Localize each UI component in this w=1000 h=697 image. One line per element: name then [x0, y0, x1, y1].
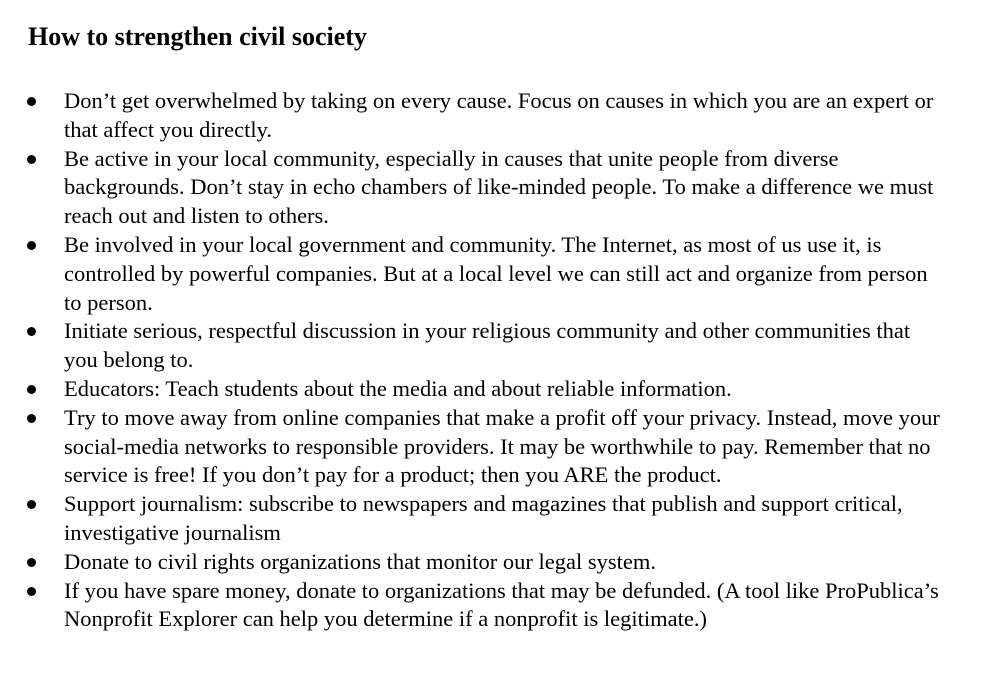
list-item-text: Support journalism: subscribe to newspapers and magazines that publish and support critical, investigative journalism: [64, 491, 903, 545]
list-item: [0, 404, 1000, 490]
bullet-icon: [27, 500, 36, 509]
list-item-text: Be active in your local community, especially in causes that unite people from diverse backgrounds. Don’t stay in echo chambers of like-minded people. To make a difference we must reach out and listen to others.: [64, 145, 934, 229]
list-item: [0, 548, 1000, 577]
list-item-text: Try to move away from online companies that make a profit off your privacy. Instead, move your social-media networks to responsible providers. It may be worthwhile to pay. Remember that no service is free! If you don’t pay for a product; then you ARE the product.: [64, 404, 940, 488]
bullet-list: [0, 87, 1000, 634]
list-item-text: If you have spare money, donate to organizations that may be defunded. (A tool like ProPublica’s Nonprofit Explorer can help you determine if a nonprofit is legitimate.): [64, 577, 939, 632]
list-item: [0, 375, 1000, 404]
list-item: [0, 231, 1000, 317]
bullet-icon: [27, 155, 36, 164]
list-item-text: Educators: Teach students about the media and about reliable information.: [64, 375, 732, 401]
bullet-icon: [27, 587, 36, 596]
list-item: [0, 145, 1000, 231]
bullet-icon: [27, 385, 36, 394]
list-item: [0, 490, 1000, 548]
list-item-text: Don’t get overwhelmed by taking on every cause. Focus on causes in which you are an expert or that affect you directly.: [64, 88, 934, 142]
list-item: [0, 87, 1000, 145]
bullet-icon: [27, 558, 36, 567]
list-item: [0, 317, 1000, 375]
list-item-text: Initiate serious, respectful discussion in your religious community and other communities that you belong to.: [64, 318, 911, 373]
list-item-text: Be involved in your local government and community. The Internet, as most of us use it, is controlled by powerful companies. But at a local level we can still act and organize from person to person.: [64, 231, 928, 315]
bullet-icon: [27, 241, 36, 250]
list-item-text: Donate to civil rights organizations that monitor our legal system.: [64, 548, 656, 574]
document-title: How to strengthen civil society: [28, 22, 367, 51]
bullet-icon: [27, 327, 36, 336]
list-item: [0, 577, 1000, 635]
bullet-icon: [27, 414, 36, 423]
bullet-icon: [27, 97, 36, 106]
